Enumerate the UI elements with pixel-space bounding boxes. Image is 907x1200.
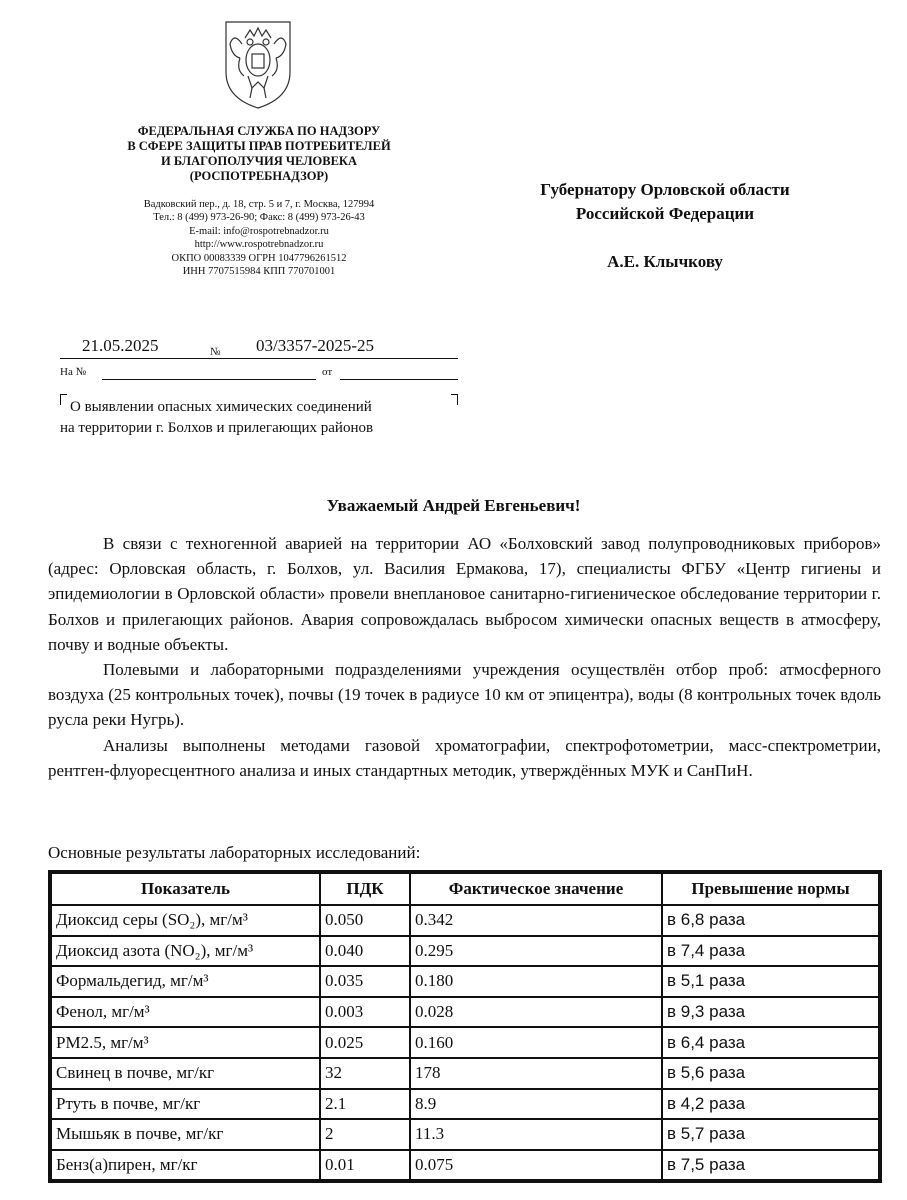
body-paragraph-2: Полевыми и лабораторными подразделениями учреждения осуществлён отбор проб: атмосферного воздуха (25 контрольных точек), почвы (19 точек в радиусе 10 км от эпицентра), воды (8 контрольных точек вдоль русла реки Нугрь). [48,660,881,730]
subject-bracket-left [60,394,67,405]
cell-excess: в 7,4 раза [662,936,879,967]
cell-indicator: Мышьяк в почве, мг/кг [51,1119,320,1150]
cell-actual: 0.028 [410,997,662,1028]
table-row [51,966,879,997]
cell-indicator: Диоксид серы (SO₂), мг/м³ [51,905,320,936]
letter-date: 21.05.2025 [82,336,159,355]
cell-pdk: 32 [320,1058,410,1089]
table-row [51,1150,879,1181]
agency-name-line: И БЛАГОПОЛУЧИЯ ЧЕЛОВЕКА [160,154,357,168]
greeting: Уважаемый Андрей Евгеньевич! [326,496,581,515]
cell-excess: в 6,8 раза [662,905,879,936]
coat-of-arms-icon [212,14,304,110]
cell-excess: в 4,2 раза [662,1089,879,1120]
table-row [51,1027,879,1058]
cell-actual: 0.160 [410,1027,662,1058]
table-row [51,936,879,967]
cell-actual: 178 [410,1058,662,1089]
table-row [51,997,879,1028]
subject-bracket-right [451,394,458,405]
cell-pdk: 0.035 [320,966,410,997]
agency-email: E-mail: info@rospotrebnadzor.ru [189,225,329,237]
letter-number: 03/3357-2025-25 [256,336,375,355]
cell-excess: в 7,5 раза [662,1150,879,1181]
column-header-pdk: ПДК [320,873,410,905]
body-paragraph-3: Анализы выполнены методами газовой хроматографии, спектрофотометрии, масс-спектрометрии, рентген-флуоресцентного анализа и иных стандартных методик, утверждённых МУК и СанПиН. [48,735,881,780]
agency-phone: Тел.: 8 (499) 973-26-90; Факс: 8 (499) 973-26-43 [153,212,365,224]
agency-block [60,124,458,278]
cell-pdk: 0.01 [320,1150,410,1181]
cell-indicator: Ртуть в почве, мг/кг [51,1089,320,1120]
addressee-title-line2: Российской Федерации [575,204,755,223]
cell-indicator: Бенз(а)пирен, мг/кг [51,1150,320,1181]
subject-line1: О выявлении опасных химических соединений [70,399,372,415]
column-header-actual: Фактическое значение [410,873,662,905]
agency-okpo-ogrn: ОКПО 00083339 ОГРН 1047796261512 [171,252,347,264]
cell-pdk: 0.025 [320,1027,410,1058]
agency-address: Вадковский пер., д. 18, стр. 5 и 7, г. Москва, 127994 [143,199,375,210]
cell-actual: 8.9 [410,1089,662,1120]
reference-number-underline [102,379,316,380]
cell-indicator: Диоксид азота (NO₂), мг/м³ [51,936,320,967]
cell-excess: в 6,4 раза [662,1027,879,1058]
reference-number-label: На № [60,366,87,378]
agency-contacts [60,198,458,278]
cell-actual: 0.075 [410,1150,662,1181]
addressee-person: А.Е. Клычкову [607,252,723,271]
cell-actual: 0.295 [410,936,662,967]
reference-line [60,366,458,382]
addressee-title-line1: Губернатору Орловской области [540,180,790,199]
agency-name-line: (РОСПОТРЕБНАДЗОР) [189,169,329,183]
table-row [51,1119,879,1150]
registration-line [60,330,458,359]
column-header-excess: Превышение нормы [662,873,879,905]
cell-pdk: 2 [320,1119,410,1150]
addressee-block [470,178,860,274]
cell-excess: в 5,1 раза [662,966,879,997]
reference-date-underline [340,379,458,380]
cell-excess: в 5,7 раза [662,1119,879,1150]
results-table [48,870,882,1183]
cell-pdk: 0.040 [320,936,410,967]
agency-name [60,124,458,184]
results-title: Основные результаты лабораторных исследований: [48,843,421,862]
column-header-indicator: Показатель [51,873,320,905]
cell-indicator: Формальдегид, мг/м³ [51,966,320,997]
number-label: № [210,346,221,358]
cell-indicator: Свинец в почве, мг/кг [51,1058,320,1089]
table-row [51,905,879,936]
cell-indicator: Фенол, мг/м³ [51,997,320,1028]
letter-subject [60,397,460,439]
agency-website: http://www.rospotrebnadzor.ru [194,239,324,251]
letter-body [48,531,881,783]
cell-excess: в 9,3 раза [662,997,879,1028]
reference-date-label: от [322,366,333,378]
table-row [51,1058,879,1089]
table-header-row [51,873,879,905]
subject-line2: на территории г. Болхов и прилегающих районов [60,420,374,436]
cell-actual: 0.342 [410,905,662,936]
cell-actual: 11.3 [410,1119,662,1150]
table-row [51,1089,879,1120]
cell-actual: 0.180 [410,966,662,997]
cell-excess: в 5,6 раза [662,1058,879,1089]
cell-pdk: 2.1 [320,1089,410,1120]
agency-name-line: ФЕДЕРАЛЬНАЯ СЛУЖБА ПО НАДЗОРУ [137,124,381,138]
agency-name-line: В СФЕРЕ ЗАЩИТЫ ПРАВ ПОТРЕБИТЕЛЕЙ [127,139,391,153]
cell-indicator: PM2.5, мг/м³ [51,1027,320,1058]
cell-pdk: 0.003 [320,997,410,1028]
cell-pdk: 0.050 [320,905,410,936]
body-paragraph-1: В связи с техногенной аварией на территории АО «Болховский завод полупроводниковых приборов» (адрес: Орловская область, г. Болхов, ул. Василия Ермакова, 17), специалисты ФГБУ «Центр гигиены и эпидемиологии в Орловской области» провели внеплановое санитарно-гигиеническое обследование территории г. Болхов и прилегающих районов. Авария сопровождалась выбросом химически опасных веществ в атмосферу, почву и водные объекты. [48,534,881,654]
agency-inn-kpp: ИНН 7707515984 КПП 770701001 [182,266,336,278]
